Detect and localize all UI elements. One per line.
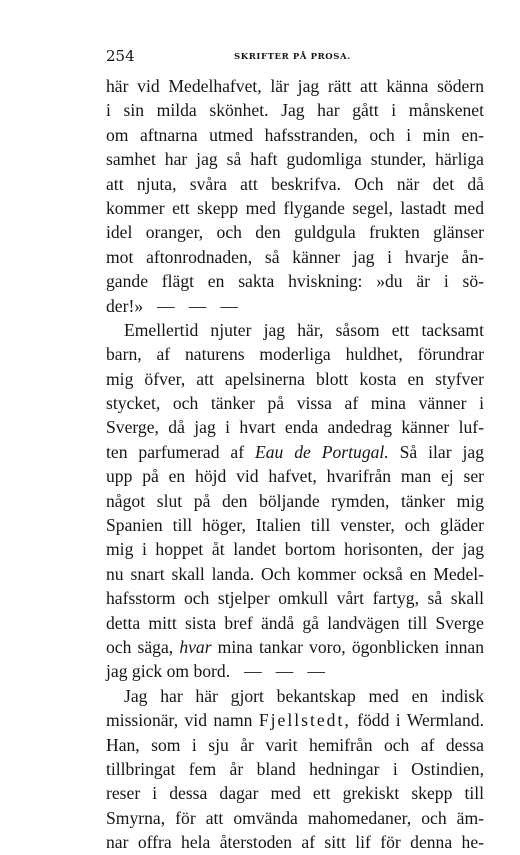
spaced-name: Fjellstedt, bbox=[258, 710, 351, 731]
paragraph-3 bbox=[106, 684, 484, 855]
text-line: gande flägt en sakta hviskning: »du är i sö- bbox=[106, 271, 484, 292]
text-line: Han, som i sju år varit hemifrån och af dessa bbox=[106, 734, 484, 755]
line-text: och säga, bbox=[106, 636, 180, 657]
page-number: 254 bbox=[106, 47, 135, 65]
text-line: Emellertid njuter jag här, såsom ett tacksamt bbox=[124, 319, 484, 340]
text-line: reser i dessa dagar med ett grekiskt skepp till bbox=[106, 783, 484, 804]
page-header bbox=[106, 47, 486, 67]
text-line: stycket, och tänker på vissa af mina vänner i bbox=[106, 393, 484, 414]
text-line: barn, af naturens moderliga huldhet, förundrar bbox=[106, 344, 484, 365]
line-text: missionär, vid namn bbox=[106, 710, 259, 731]
text-line: om aftnarna utmed hafsstranden, och i min en- bbox=[106, 124, 484, 145]
text-line: att njuta, svåra att beskrifva. Och när det då bbox=[106, 173, 484, 194]
dash: — bbox=[157, 295, 175, 316]
line-text: ten parfumerad af bbox=[106, 441, 255, 462]
dash: — bbox=[220, 295, 238, 316]
text-line: kommer ett skepp med flygande segel, lastadt med bbox=[106, 197, 484, 218]
text-line: hafsstorm och stjelper omkull vårt fartyg, så skall bbox=[106, 588, 484, 609]
line-text: der!» bbox=[106, 295, 144, 316]
text-line: detta mitt sista bref ändå gå landvägen till Sverge bbox=[106, 612, 484, 633]
text-line: tillbringat fem år bland hedningar i Ostindien, bbox=[106, 758, 484, 779]
text-line bbox=[106, 659, 484, 683]
text-line bbox=[106, 440, 484, 464]
text-line: Jag har här gjort bekantskap med en indisk bbox=[124, 685, 484, 706]
line-text: jag gick om bord. bbox=[106, 661, 231, 682]
text-line: Spanien till höger, Italien till venster, och gläder bbox=[106, 515, 484, 536]
text-line bbox=[106, 708, 484, 732]
text-line: något slut på den böljande rymden, tänker mig bbox=[106, 490, 484, 511]
text-line: idel oranger, och den guldgula frukten glänser bbox=[106, 222, 484, 243]
dash: — bbox=[244, 661, 262, 682]
body-text bbox=[106, 74, 484, 855]
text-line: mig i hoppet åt landet bortom horisonten, der jag bbox=[106, 539, 484, 560]
paragraph-2 bbox=[106, 318, 484, 684]
dash: — bbox=[307, 661, 325, 682]
text-line bbox=[106, 294, 484, 318]
line-text: Så ilar jag bbox=[388, 441, 484, 462]
running-head: SKRIFTER PÅ PROSA. bbox=[234, 52, 351, 62]
italic-phrase: Eau de Portugal. bbox=[254, 441, 389, 462]
text-line: i sin milda skönhet. Jag har gått i månskenet bbox=[106, 100, 484, 121]
line-text: mina tankar voro, ögonblicken innan bbox=[211, 636, 484, 657]
dash: — bbox=[275, 661, 294, 682]
text-line: upp på en höjd vid hafvet, hvarifrån man ej ser bbox=[106, 466, 484, 487]
text-line: nar offra hela återstoden af sitt lif för denna he- bbox=[106, 832, 484, 853]
text-line: mot aftonrodnaden, så känner jag i hvarje ån- bbox=[106, 246, 484, 267]
text-line: mig öfver, att apelsinerna blott kosta en styfver bbox=[106, 368, 484, 389]
text-line: samhet har jag så haft gudomliga stunder, härliga bbox=[106, 149, 484, 170]
text-line bbox=[106, 635, 484, 659]
italic-word: hvar bbox=[179, 636, 212, 657]
dash: — bbox=[188, 295, 207, 316]
paragraph-1 bbox=[106, 74, 484, 318]
text-line: Sverge, då jag i hvart enda andedrag känner luf- bbox=[106, 417, 484, 438]
text-line: nu snart skall landa. Och kommer också en Medel- bbox=[106, 563, 484, 584]
line-text: född i Wermland. bbox=[350, 710, 484, 731]
text-line: Smyrna, för att omvända mahomedaner, och äm- bbox=[106, 807, 484, 828]
text-line: här vid Medelhafvet, lär jag rätt att känna södern bbox=[106, 76, 484, 96]
